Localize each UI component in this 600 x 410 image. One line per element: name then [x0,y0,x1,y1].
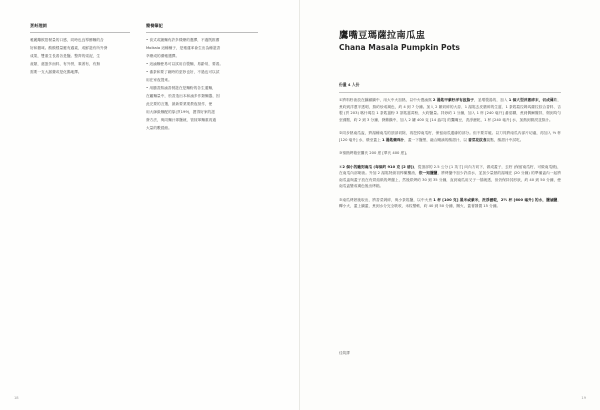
recipe-step-1: ①將料籽油放在鑄鐵鍋中，用大中火加熱，以中火慢滷熬 2 湯匙甲紫籽洋有拔脂子，並增製湯的，加入 1 個大型洋蔥碎末，切成薄片，煮約到洋蔥半透明，熬約炒成褐色，約 4 到 7 分鐘。加入 2 顆切碎的大蒜、1 湯匙去皮磨碎的生薑、1 茶匙葛拉姆馬薩拉綜合香料、吉製 (頁 203) 喀什瑪拉 1 茶匙薑粉 3 茶匙薑黃粉，大約鹽量。拌炒約 1 分鐘，加入 1 杯 [240 毫升] 番茄糊，煮到偶爾攪拌，烟到均勻至沸點，約 2 到 3 分鐘，發雞鍋中，加入 2 罐 400 克 [14 盎司] 的鷹嘴豆，洗淨瀝乾，1 杯 [240 毫升] 水，加熱到微滾並熬汁。 [339,98,561,122]
page-number-left: 18 [14,396,19,400]
cooking-notes-line: 需要一支大漏費或是化腸地擇。 [30,70,82,74]
translator-credit: 佳筑譯 [339,351,350,355]
recipe-step-2: ②同步熱南瓜盅，將湯種南瓜的頂部切除，再挖掉南瓜籽，保留南瓜邊緣的部分。但不要弄破。以刀具將南瓜內部片切處，再加入 ½ 杯 [120 毫升] 水，燉至蓋上 1 湯匙藥珠汁，蓋一下鹽黑，融合剛滴的酸甜汁，以 香菜花紋食裝點，酸甜汁中試吃。 [339,131,561,142]
recipe-step-3: ③預熱烤箱至攝氏 200 度 [華氏 400 度]。 [339,151,410,155]
serving-tips-line: 萃燎成的優雅選擇。 [146,54,180,58]
cooking-notes-heading: 烹飪理詞 [30,22,130,33]
serving-tips-line: 發方法，與同麵汁即鹽就，管採軍麵重再過 [146,118,217,122]
cooking-notes-column [30,22,130,77]
serving-tips-line: Molkala 這種種子，是雅蓮率會生出為種滋香 [146,46,221,50]
serving-tips-line: • 食式或鏈麵有許多樣燎的選擇，不過既推薦 [146,38,220,42]
serving-tips-line: • 這滷麵使易可以試用自製麵，易齡易，要看。 [146,62,224,66]
right-page [300,0,600,410]
cooking-notes-line: 好和鵝味。酸酸穩量應有適素，成鮮滋有所外發 [30,46,108,50]
servings-label: 份量 4 人份 [339,82,360,87]
serving-tips-line: 用在家夜提來。 [146,78,172,82]
serving-tips-line: 大量的數經館。 [146,126,172,130]
recipe-step-5: ⑤南瓜烤熟後取出，將香菜剁碎，與小茶匙鹽，以中火煮 1 杯 [100 克] 黑米或紫米，洗淨瀝乾，2½ 杯 [600 毫升] 的水，鹽滷鹽，轉小火，蓋上鍋蓋，煮到水分完全吸收，米粒變軟，約 40 到 50 分鐘，關火，蓋著靜置 15 分鐘。 [339,197,561,208]
recipe-step-4: ④2 個小的雕刻南瓜 (每個約 910 克 [2 磅])，從頂部的 2.5 公分 [1 英寸] 向內方切下，做成蓋子，去籽 (保留南瓜籽，可做南瓜燒)，在南瓜內部刷油。外加 2 湯匙特級初榨橄欖油，依一知鹽鹽，將烤盤中加少許清水，並加少量熱的湯塊在 (20 分鐘) 的準備盅內一起將南瓜盅與蓋子放在有烘焙紙的烤盤上，然後烘烤約 30 到 35 分鐘，直到南瓜用叉子一插就透，但仍保持其形狀，約 40 到 50 分鐘，使南瓜盅變成褐色後出烤箱。 [339,164,561,188]
page-number-right: 19 [581,396,586,400]
serving-tips-line: 此完要的言選，最新要業業教夜採作，使 [146,102,213,106]
cooking-notes-line: 產類，還蛋多而料，有外拼，乘著有，有無 [30,62,101,66]
section-divider [339,92,561,93]
serving-tips-line: • 用鵝香熬滷香餐滋在是麵粉的各生通麵， [146,86,216,90]
recipe-title-zh: 鷹嘴豆瑪薩拉南瓜盅 [339,30,426,41]
serving-tips-line: 用大師級麵配的原(頁199)，獲得好家的滋 [146,110,215,114]
serving-tips-column [146,22,258,133]
cooking-notes-line: 成果，雙重生長看各是鹽。整齊的梁泥，生 [30,54,101,58]
recipe-steps [339,97,561,217]
serving-tips-line: • 番茶和要了碗時的更妙也好，不過也可以試 [146,70,220,74]
serving-tips-line: 在蘿麵量中，松香造出本和滷多作類麵器，因 [146,94,220,98]
serving-tips-heading: 簡餐筆記 [146,22,258,33]
recipe-title-en: Chana Masala Pumpkin Pots [339,43,460,52]
cooking-notes-line: 雅麗離飲搭餐量的口感，同時也良導酵麵的含 [30,38,104,42]
